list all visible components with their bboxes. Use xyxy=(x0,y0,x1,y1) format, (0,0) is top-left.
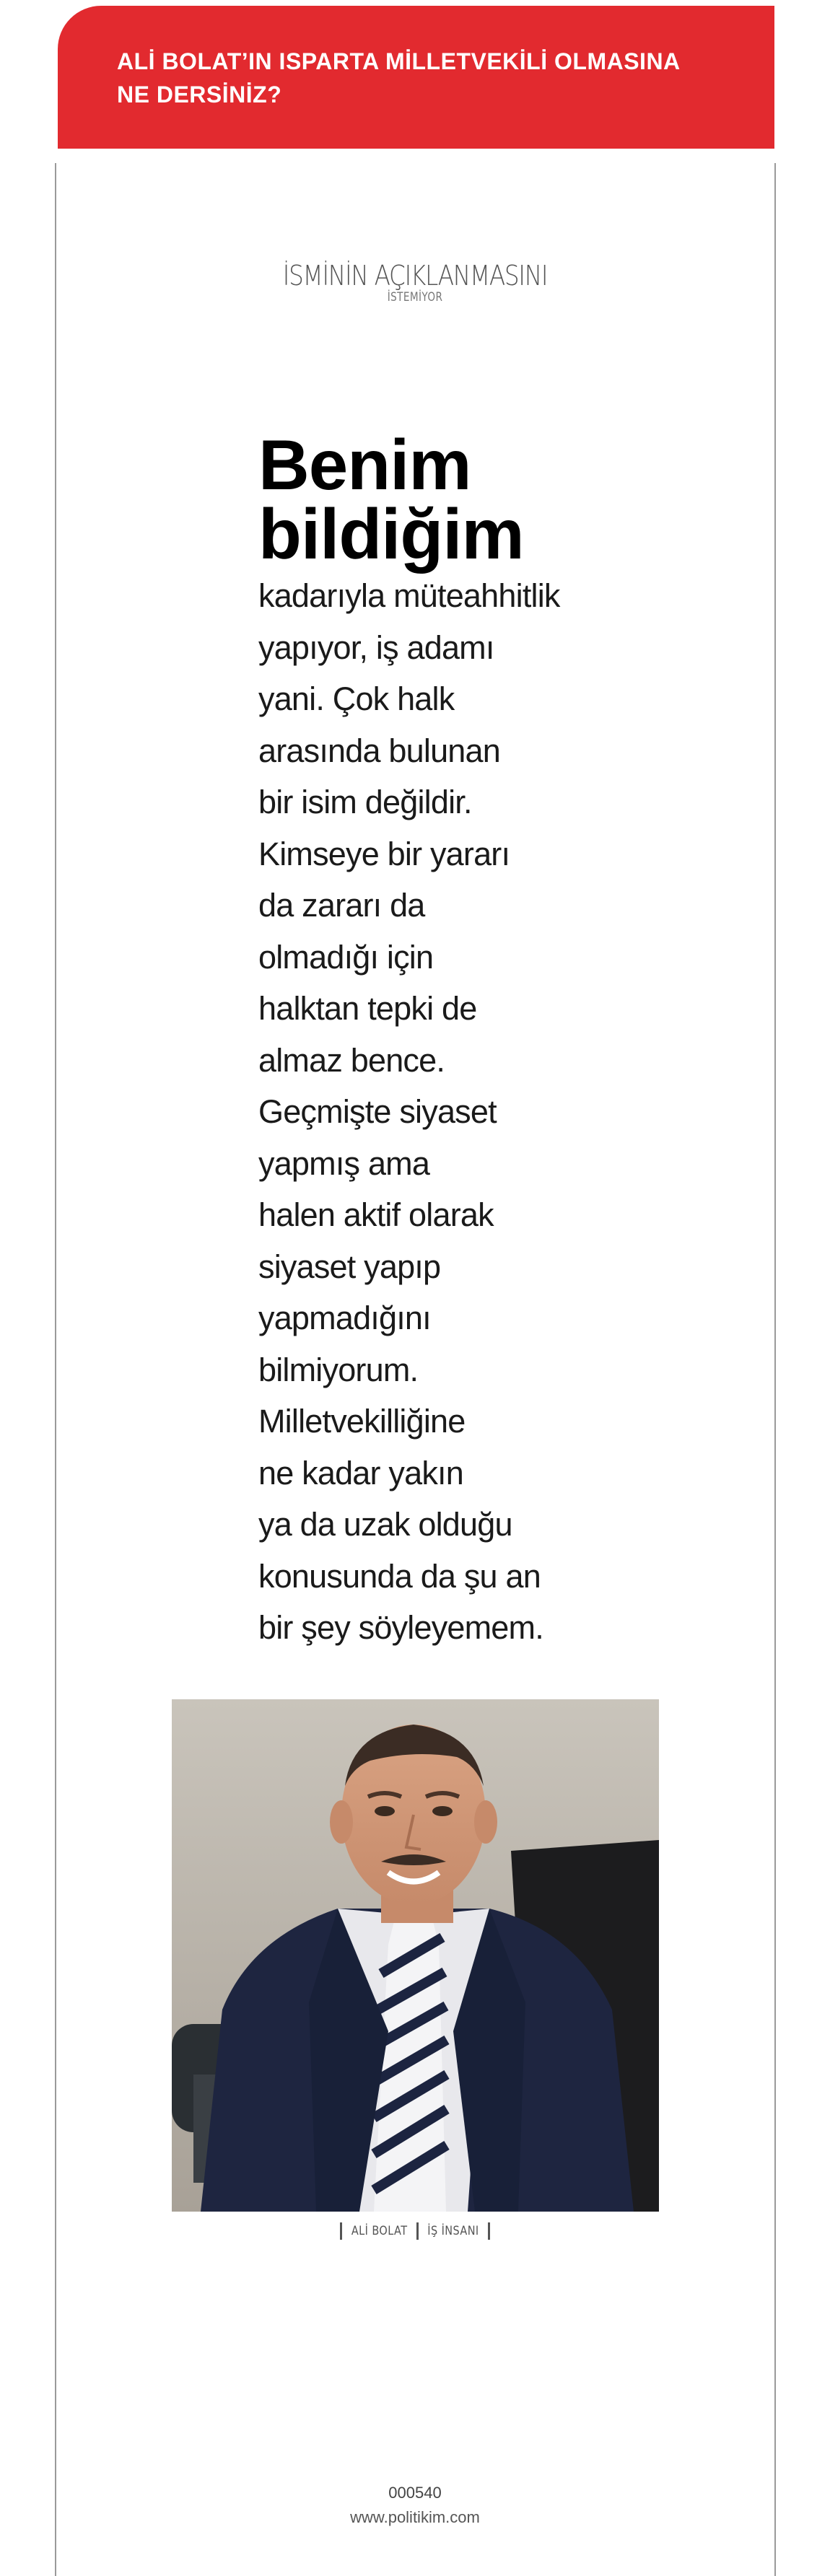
right-frame-rule xyxy=(774,163,776,2576)
quote-block xyxy=(258,425,663,1654)
quote-body: kadarıyla müteahhitlik yapıyor, iş adamı yani. Çok halk arasında bulunan bir isim değildir. Kimseye bir yararı da zararı da olmadığı için halktan tepki de almaz bence. Geçmişte siyaset yapmış ama halen aktif olarak siyaset yapıp yapmadığını bilmiyorum. Milletvekilliğine ne kadar yakın ya da uzak olduğu konusunda da şu an bir şey söyleyemem. xyxy=(258,577,560,1646)
quote-lead-line2: bildiğim xyxy=(258,494,524,574)
source-name: İSMİNİN AÇIKLANMASINI xyxy=(282,260,548,292)
header-title-line1: ALİ BOLAT’IN ISPARTA MİLLETVEKİLİ OLMASINA xyxy=(117,48,681,74)
caption-separator xyxy=(416,2222,419,2240)
source-subtitle: İSTEMİYOR xyxy=(387,290,443,305)
footer-code: 000540 xyxy=(388,2484,442,2502)
caption-separator xyxy=(488,2222,490,2240)
page-footer xyxy=(0,2481,830,2530)
portrait-photo xyxy=(172,1699,659,2212)
footer-url: www.politikim.com xyxy=(350,2508,480,2526)
header-title xyxy=(117,45,746,111)
photo-caption xyxy=(0,2222,830,2240)
header-title-line2: NE DERSİNİZ? xyxy=(117,82,282,108)
header-banner xyxy=(58,6,774,149)
caption-name: ALİ BOLAT xyxy=(351,2224,408,2238)
quote-lead xyxy=(258,425,663,574)
caption-separator xyxy=(340,2222,342,2240)
portrait-illustration xyxy=(172,1699,659,2212)
left-frame-rule xyxy=(55,163,56,2576)
quote-lead-line1: Benim xyxy=(258,425,471,504)
source-attribution xyxy=(0,260,830,305)
caption-title: İŞ İNSANI xyxy=(427,2224,479,2238)
